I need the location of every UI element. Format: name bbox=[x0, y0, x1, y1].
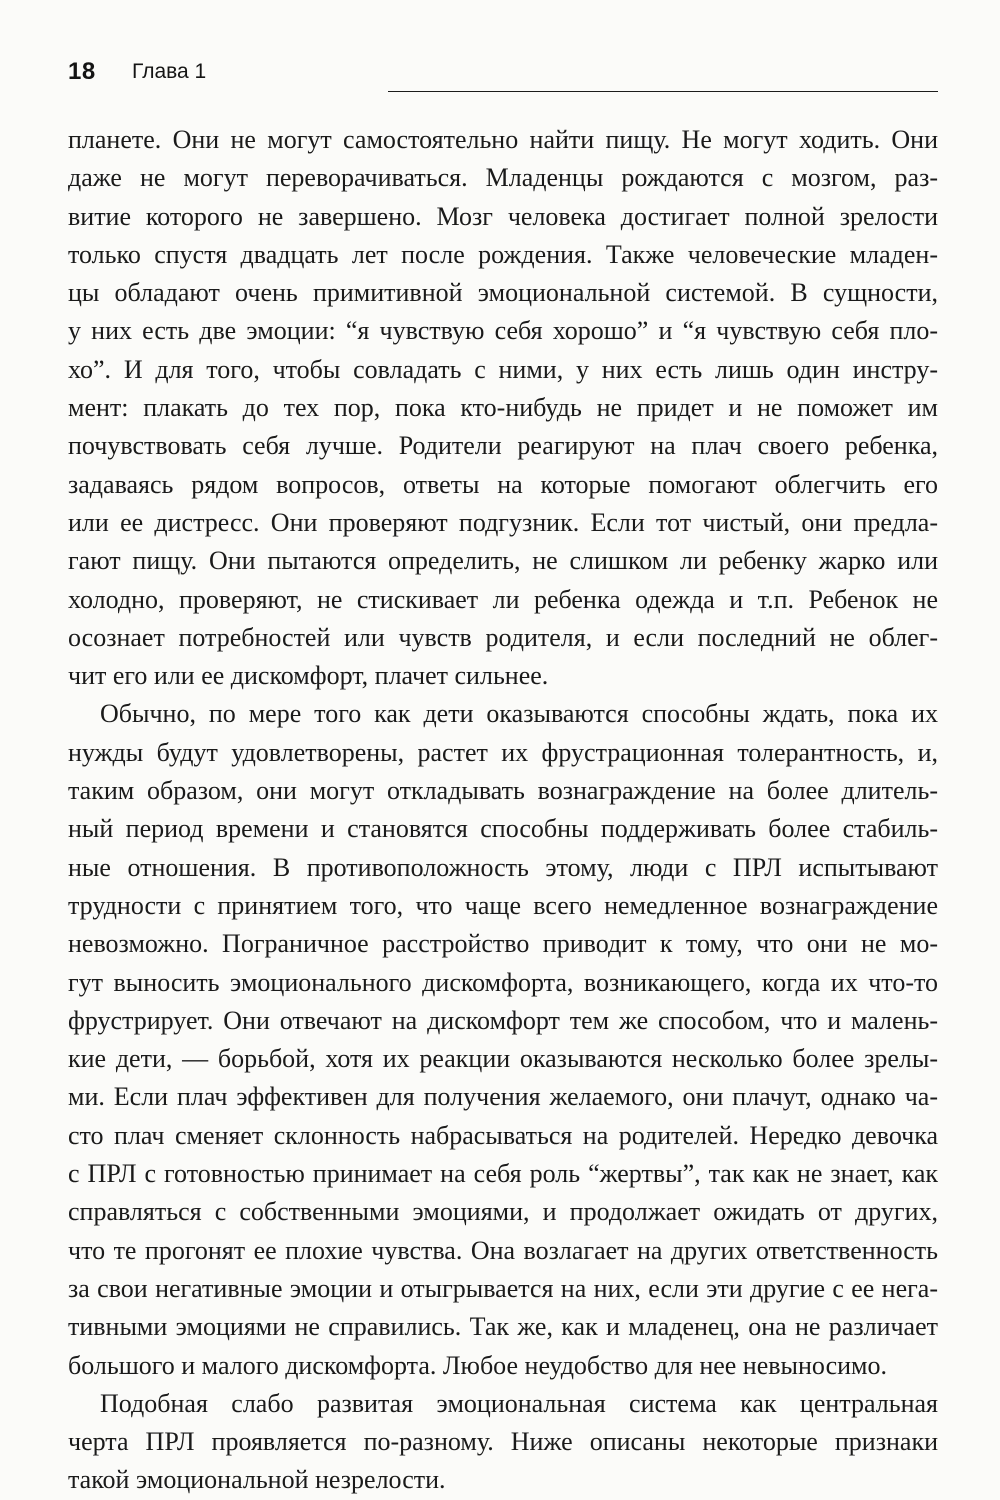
text-line: или ее дистресс. Они проверяют подгузник. Если тот чистый, они предла- bbox=[68, 507, 938, 537]
text-line: гают пищу. Они пытаются определить, не слишком ли ребенку жарко или bbox=[68, 546, 938, 576]
text-line: фрустрирует. Они отвечают на дискомфорт тем же способом, что и малень- bbox=[68, 1005, 938, 1035]
text-line: мент: плакать до тех пор, пока кто-нибудь не придет и не поможет им bbox=[68, 393, 938, 423]
page-number: 18 bbox=[68, 58, 96, 85]
text-line: даже не могут переворачиваться. Младенцы рождаются с мозгом, раз- bbox=[68, 163, 938, 193]
text-line: таким образом, они могут откладывать вознаграждение на более длитель- bbox=[68, 776, 938, 806]
text-line: ные отношения. В противоположность этому, люди с ПРЛ испытывают bbox=[68, 852, 938, 882]
text-line: тивными эмоциями не справились. Так же, как и младенец, она не различает bbox=[68, 1312, 938, 1342]
text-line: у них есть две эмоции: “я чувствую себя хорошо” и “я чувствую себя пло- bbox=[68, 316, 938, 346]
body-text bbox=[68, 121, 938, 1500]
text-line: за свои негативные эмоции и отыгрывается на них, если эти другие с ее нега- bbox=[68, 1273, 938, 1303]
text-line: ми. Если плач эффективен для получения желаемого, они плачут, однако ча- bbox=[68, 1082, 938, 1112]
text-line: Подобная слабо развитая эмоциональная система как центральная bbox=[100, 1388, 938, 1418]
text-line: большого и малого дискомфорта. Любое неудобство для нее невыносимо. bbox=[68, 1350, 887, 1380]
text-line: осознает потребностей или чувств родителя, и если последний не облег- bbox=[68, 622, 938, 652]
text-line: задаваясь рядом вопросов, ответы на которые помогают облегчить его bbox=[68, 469, 938, 499]
text-line: невозможно. Пограничное расстройство приводит к тому, что они не мо- bbox=[68, 929, 938, 959]
text-line: что те прогонят ее плохие чувства. Она возлагает на других ответственность bbox=[68, 1235, 938, 1265]
text-line: холодно, проверяют, не стискивает ли ребенка одежда и т.п. Ребенок не bbox=[68, 584, 938, 614]
text-line: витие которого не завершено. Мозг человека достигает полной зрелости bbox=[68, 201, 938, 231]
text-line: с ПРЛ с готовностью принимает на себя роль “жертвы”, так как не знает, как bbox=[68, 1159, 938, 1189]
text-line: кие дети, — борьбой, хотя их реакции оказываются несколько более зрелы- bbox=[68, 1044, 938, 1074]
text-line: цы обладают очень примитивной эмоциональной системой. В сущности, bbox=[68, 278, 938, 308]
text-line: такой эмоциональной незрелости. bbox=[68, 1465, 446, 1495]
paragraph bbox=[68, 1385, 938, 1500]
text-line: сто плач сменяет склонность набрасываться на родителей. Нередко девочка bbox=[68, 1120, 938, 1150]
text-line: гут выносить эмоционального дискомфорта, возникающего, когда их что-то bbox=[68, 967, 938, 997]
text-line: Обычно, по мере того как дети оказываются способны ждать, пока их bbox=[100, 699, 938, 729]
paragraph bbox=[68, 695, 938, 1384]
header-rule bbox=[388, 91, 938, 92]
text-line: чит его или ее дискомфорт, плачет сильнее. bbox=[68, 661, 549, 691]
text-line: трудности с принятием того, что чаще всего немедленное вознаграждение bbox=[68, 890, 938, 920]
text-line: почувствовать себя лучше. Родители реагируют на плач своего ребенка, bbox=[68, 431, 938, 461]
text-line: ный период времени и становятся способны поддерживать более стабиль- bbox=[68, 814, 938, 844]
running-header bbox=[68, 56, 938, 96]
text-line: только спустя двадцать лет после рождения. Также человеческие младен- bbox=[68, 239, 938, 269]
text-line: хо”. И для того, чтобы совладать с ними, у них есть лишь один инстру- bbox=[68, 354, 938, 384]
text-line: справляться с собственными эмоциями, и продолжает ожидать от других, bbox=[68, 1197, 938, 1227]
paragraph bbox=[68, 121, 938, 695]
text-line: черта ПРЛ проявляется по-разному. Ниже описаны некоторые признаки bbox=[68, 1427, 938, 1457]
text-line: планете. Они не могут самостоятельно найти пищу. Не могут ходить. Они bbox=[68, 125, 938, 154]
chapter-title: Глава 1 bbox=[132, 60, 207, 83]
text-line: нужды будут удовлетворены, растет их фрустрационная толерантность, и, bbox=[68, 737, 938, 767]
